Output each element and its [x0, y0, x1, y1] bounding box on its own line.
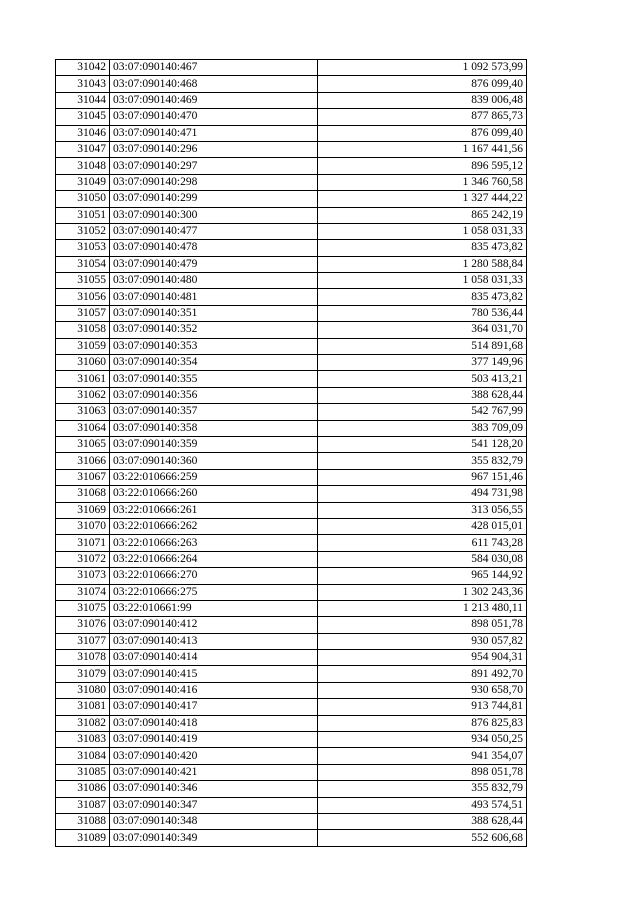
table-row	[56, 256, 527, 272]
row-number-cell: 31074	[56, 584, 110, 600]
cadastral-number-cell: 03:07:090140:347	[110, 797, 318, 813]
cadastral-number-cell: 03:07:090140:298	[110, 174, 318, 190]
cadastral-number-cell: 03:22:010666:260	[110, 486, 318, 502]
table-row	[56, 191, 527, 207]
row-number-cell: 31052	[56, 223, 110, 239]
table-row	[56, 453, 527, 469]
row-number-cell: 31066	[56, 453, 110, 469]
row-number-cell: 31045	[56, 109, 110, 125]
amount-cell: 355 832,79	[318, 781, 527, 797]
table-row	[56, 748, 527, 764]
table-row	[56, 764, 527, 780]
cadastral-number-cell: 03:07:090140:346	[110, 781, 318, 797]
table-row	[56, 584, 527, 600]
amount-cell: 1 058 031,33	[318, 223, 527, 239]
row-number-cell: 31088	[56, 813, 110, 829]
amount-cell: 1 058 031,33	[318, 273, 527, 289]
amount-cell: 493 574,51	[318, 797, 527, 813]
table-row	[56, 732, 527, 748]
table-row	[56, 207, 527, 223]
row-number-cell: 31044	[56, 92, 110, 108]
table-row	[56, 682, 527, 698]
table-row	[56, 781, 527, 797]
amount-cell: 584 030,08	[318, 551, 527, 567]
row-number-cell: 31042	[56, 60, 110, 76]
table-row	[56, 699, 527, 715]
amount-cell: 1 346 760,58	[318, 174, 527, 190]
cadastral-number-cell: 03:07:090140:421	[110, 764, 318, 780]
amount-cell: 1 167 441,56	[318, 141, 527, 157]
amount-cell: 835 473,82	[318, 289, 527, 305]
row-number-cell: 31059	[56, 338, 110, 354]
row-number-cell: 31048	[56, 158, 110, 174]
amount-cell: 1 302 243,36	[318, 584, 527, 600]
cadastral-number-cell: 03:07:090140:420	[110, 748, 318, 764]
table-row	[56, 387, 527, 403]
table-row	[56, 797, 527, 813]
amount-cell: 877 865,73	[318, 109, 527, 125]
amount-cell: 876 099,40	[318, 76, 527, 92]
table-row	[56, 141, 527, 157]
amount-cell: 313 056,55	[318, 502, 527, 518]
amount-cell: 898 051,78	[318, 617, 527, 633]
cadastral-number-cell: 03:07:090140:357	[110, 404, 318, 420]
row-number-cell: 31058	[56, 322, 110, 338]
table-row	[56, 158, 527, 174]
table-row	[56, 551, 527, 567]
table-row	[56, 125, 527, 141]
row-number-cell: 31083	[56, 732, 110, 748]
cadastral-number-cell: 03:07:090140:480	[110, 273, 318, 289]
amount-cell: 542 767,99	[318, 404, 527, 420]
row-number-cell: 31055	[56, 273, 110, 289]
cadastral-number-cell: 03:07:090140:349	[110, 830, 318, 846]
amount-cell: 941 354,07	[318, 748, 527, 764]
table-row	[56, 535, 527, 551]
row-number-cell: 31054	[56, 256, 110, 272]
amount-cell: 835 473,82	[318, 240, 527, 256]
amount-cell: 898 051,78	[318, 764, 527, 780]
row-number-cell: 31073	[56, 568, 110, 584]
table-row	[56, 60, 527, 76]
row-number-cell: 31065	[56, 436, 110, 452]
table-row	[56, 322, 527, 338]
cadastral-number-cell: 03:07:090140:471	[110, 125, 318, 141]
cadastral-number-cell: 03:07:090140:296	[110, 141, 318, 157]
table-row	[56, 650, 527, 666]
table-row	[56, 355, 527, 371]
amount-cell: 428 015,01	[318, 518, 527, 534]
cadastral-number-cell: 03:07:090140:356	[110, 387, 318, 403]
amount-cell: 913 744,81	[318, 699, 527, 715]
cadastral-number-cell: 03:07:090140:418	[110, 715, 318, 731]
row-number-cell: 31084	[56, 748, 110, 764]
amount-cell: 934 050,25	[318, 732, 527, 748]
amount-cell: 965 144,92	[318, 568, 527, 584]
table-row	[56, 174, 527, 190]
table-row	[56, 273, 527, 289]
table-row	[56, 469, 527, 485]
cadastral-number-cell: 03:22:010666:263	[110, 535, 318, 551]
amount-cell: 865 242,19	[318, 207, 527, 223]
cadastral-number-cell: 03:07:090140:467	[110, 60, 318, 76]
cadastral-number-cell: 03:07:090140:414	[110, 650, 318, 666]
cadastral-number-cell: 03:07:090140:470	[110, 109, 318, 125]
table-row	[56, 518, 527, 534]
table-row	[56, 240, 527, 256]
row-number-cell: 31053	[56, 240, 110, 256]
amount-cell: 1 213 480,11	[318, 600, 527, 616]
cadastral-number-cell: 03:22:010666:259	[110, 469, 318, 485]
row-number-cell: 31077	[56, 633, 110, 649]
table-row	[56, 420, 527, 436]
cadastral-number-cell: 03:07:090140:352	[110, 322, 318, 338]
amount-cell: 503 413,21	[318, 371, 527, 387]
row-number-cell: 31068	[56, 486, 110, 502]
row-number-cell: 31061	[56, 371, 110, 387]
cadastral-number-cell: 03:07:090140:416	[110, 682, 318, 698]
table-row	[56, 223, 527, 239]
row-number-cell: 31086	[56, 781, 110, 797]
cadastral-number-cell: 03:07:090140:297	[110, 158, 318, 174]
row-number-cell: 31051	[56, 207, 110, 223]
table-row	[56, 76, 527, 92]
table-body	[56, 60, 527, 847]
row-number-cell: 31049	[56, 174, 110, 190]
row-number-cell: 31089	[56, 830, 110, 846]
cadastral-number-cell: 03:22:010666:270	[110, 568, 318, 584]
cadastral-number-cell: 03:07:090140:413	[110, 633, 318, 649]
cadastral-number-cell: 03:07:090140:412	[110, 617, 318, 633]
cadastral-number-cell: 03:07:090140:353	[110, 338, 318, 354]
table-row	[56, 600, 527, 616]
row-number-cell: 31047	[56, 141, 110, 157]
table-row	[56, 502, 527, 518]
cadastral-number-cell: 03:07:090140:478	[110, 240, 318, 256]
table-row	[56, 338, 527, 354]
row-number-cell: 31081	[56, 699, 110, 715]
row-number-cell: 31070	[56, 518, 110, 534]
cadastral-number-cell: 03:07:090140:469	[110, 92, 318, 108]
row-number-cell: 31078	[56, 650, 110, 666]
amount-cell: 1 280 588,84	[318, 256, 527, 272]
cadastral-number-cell: 03:07:090140:354	[110, 355, 318, 371]
table-row	[56, 109, 527, 125]
row-number-cell: 31060	[56, 355, 110, 371]
cadastral-number-cell: 03:07:090140:355	[110, 371, 318, 387]
table-row	[56, 633, 527, 649]
row-number-cell: 31043	[56, 76, 110, 92]
row-number-cell: 31046	[56, 125, 110, 141]
row-number-cell: 31085	[56, 764, 110, 780]
table-row	[56, 289, 527, 305]
cadastral-number-cell: 03:07:090140:477	[110, 223, 318, 239]
table-row	[56, 305, 527, 321]
row-number-cell: 31067	[56, 469, 110, 485]
table-row	[56, 371, 527, 387]
amount-cell: 541 128,20	[318, 436, 527, 452]
table-row	[56, 715, 527, 731]
row-number-cell: 31076	[56, 617, 110, 633]
table-row	[56, 617, 527, 633]
row-number-cell: 31063	[56, 404, 110, 420]
amount-cell: 930 658,70	[318, 682, 527, 698]
table-row	[56, 404, 527, 420]
row-number-cell: 31057	[56, 305, 110, 321]
cadastral-number-cell: 03:07:090140:415	[110, 666, 318, 682]
cadastral-number-cell: 03:22:010666:275	[110, 584, 318, 600]
amount-cell: 514 891,68	[318, 338, 527, 354]
cadastral-number-cell: 03:07:090140:299	[110, 191, 318, 207]
amount-cell: 780 536,44	[318, 305, 527, 321]
table-row	[56, 568, 527, 584]
table-row	[56, 92, 527, 108]
amount-cell: 930 057,82	[318, 633, 527, 649]
amount-cell: 1 092 573,99	[318, 60, 527, 76]
row-number-cell: 31075	[56, 600, 110, 616]
cadastral-value-table	[55, 59, 527, 847]
amount-cell: 355 832,79	[318, 453, 527, 469]
row-number-cell: 31071	[56, 535, 110, 551]
amount-cell: 967 151,46	[318, 469, 527, 485]
cadastral-number-cell: 03:07:090140:348	[110, 813, 318, 829]
cadastral-number-cell: 03:07:090140:417	[110, 699, 318, 715]
row-number-cell: 31064	[56, 420, 110, 436]
cadastral-number-cell: 03:07:090140:300	[110, 207, 318, 223]
table-row	[56, 486, 527, 502]
amount-cell: 611 743,28	[318, 535, 527, 551]
table-row	[56, 813, 527, 829]
cadastral-number-cell: 03:22:010661:99	[110, 600, 318, 616]
cadastral-number-cell: 03:07:090140:351	[110, 305, 318, 321]
cadastral-number-cell: 03:07:090140:360	[110, 453, 318, 469]
row-number-cell: 31079	[56, 666, 110, 682]
amount-cell: 891 492,70	[318, 666, 527, 682]
amount-cell: 896 595,12	[318, 158, 527, 174]
amount-cell: 1 327 444,22	[318, 191, 527, 207]
row-number-cell: 31062	[56, 387, 110, 403]
cadastral-number-cell: 03:22:010666:262	[110, 518, 318, 534]
row-number-cell: 31056	[56, 289, 110, 305]
row-number-cell: 31082	[56, 715, 110, 731]
table-row	[56, 666, 527, 682]
row-number-cell: 31050	[56, 191, 110, 207]
row-number-cell: 31072	[56, 551, 110, 567]
table-row	[56, 436, 527, 452]
cadastral-number-cell: 03:07:090140:358	[110, 420, 318, 436]
cadastral-number-cell: 03:07:090140:419	[110, 732, 318, 748]
amount-cell: 876 825,83	[318, 715, 527, 731]
row-number-cell: 31080	[56, 682, 110, 698]
cadastral-number-cell: 03:07:090140:481	[110, 289, 318, 305]
amount-cell: 552 606,68	[318, 830, 527, 846]
amount-cell: 494 731,98	[318, 486, 527, 502]
amount-cell: 839 006,48	[318, 92, 527, 108]
amount-cell: 388 628,44	[318, 387, 527, 403]
amount-cell: 364 031,70	[318, 322, 527, 338]
cadastral-number-cell: 03:07:090140:359	[110, 436, 318, 452]
row-number-cell: 31069	[56, 502, 110, 518]
amount-cell: 377 149,96	[318, 355, 527, 371]
table-row	[56, 830, 527, 846]
cadastral-number-cell: 03:07:090140:468	[110, 76, 318, 92]
cadastral-number-cell: 03:07:090140:479	[110, 256, 318, 272]
cadastral-number-cell: 03:22:010666:264	[110, 551, 318, 567]
amount-cell: 954 904,31	[318, 650, 527, 666]
amount-cell: 383 709,09	[318, 420, 527, 436]
amount-cell: 388 628,44	[318, 813, 527, 829]
row-number-cell: 31087	[56, 797, 110, 813]
amount-cell: 876 099,40	[318, 125, 527, 141]
cadastral-number-cell: 03:22:010666:261	[110, 502, 318, 518]
